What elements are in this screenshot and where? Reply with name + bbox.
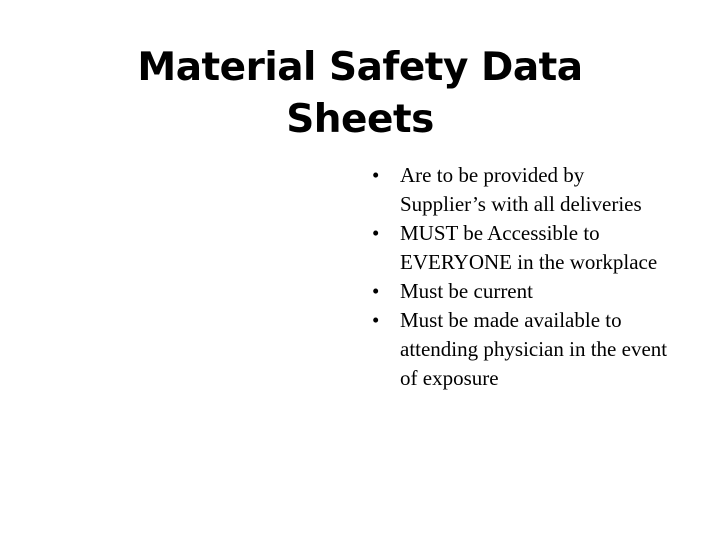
bullet-text: Must be made available to attending physician in the event of exposure <box>400 308 668 390</box>
bullet-dot-icon: • <box>372 221 380 245</box>
bullet-text: MUST be Accessible to EVERYONE in the workplace <box>400 221 658 274</box>
bullet-text: Are to be provided by Supplier’s with all deliveries <box>400 163 642 216</box>
bullet-dot-icon: • <box>372 308 380 332</box>
slide-title <box>80 42 640 146</box>
bullet-text: Must be current <box>400 279 533 303</box>
bullet-item <box>372 161 672 219</box>
slide-title-line-2: Sheets <box>286 97 434 142</box>
bullet-item <box>372 277 672 306</box>
bullet-item <box>372 219 672 277</box>
slide-title-line-1: Material Safety Data <box>137 45 583 90</box>
bullet-dot-icon: • <box>372 279 380 303</box>
bullet-item <box>372 306 672 393</box>
bullet-list <box>372 161 672 393</box>
bullet-dot-icon: • <box>372 163 380 187</box>
